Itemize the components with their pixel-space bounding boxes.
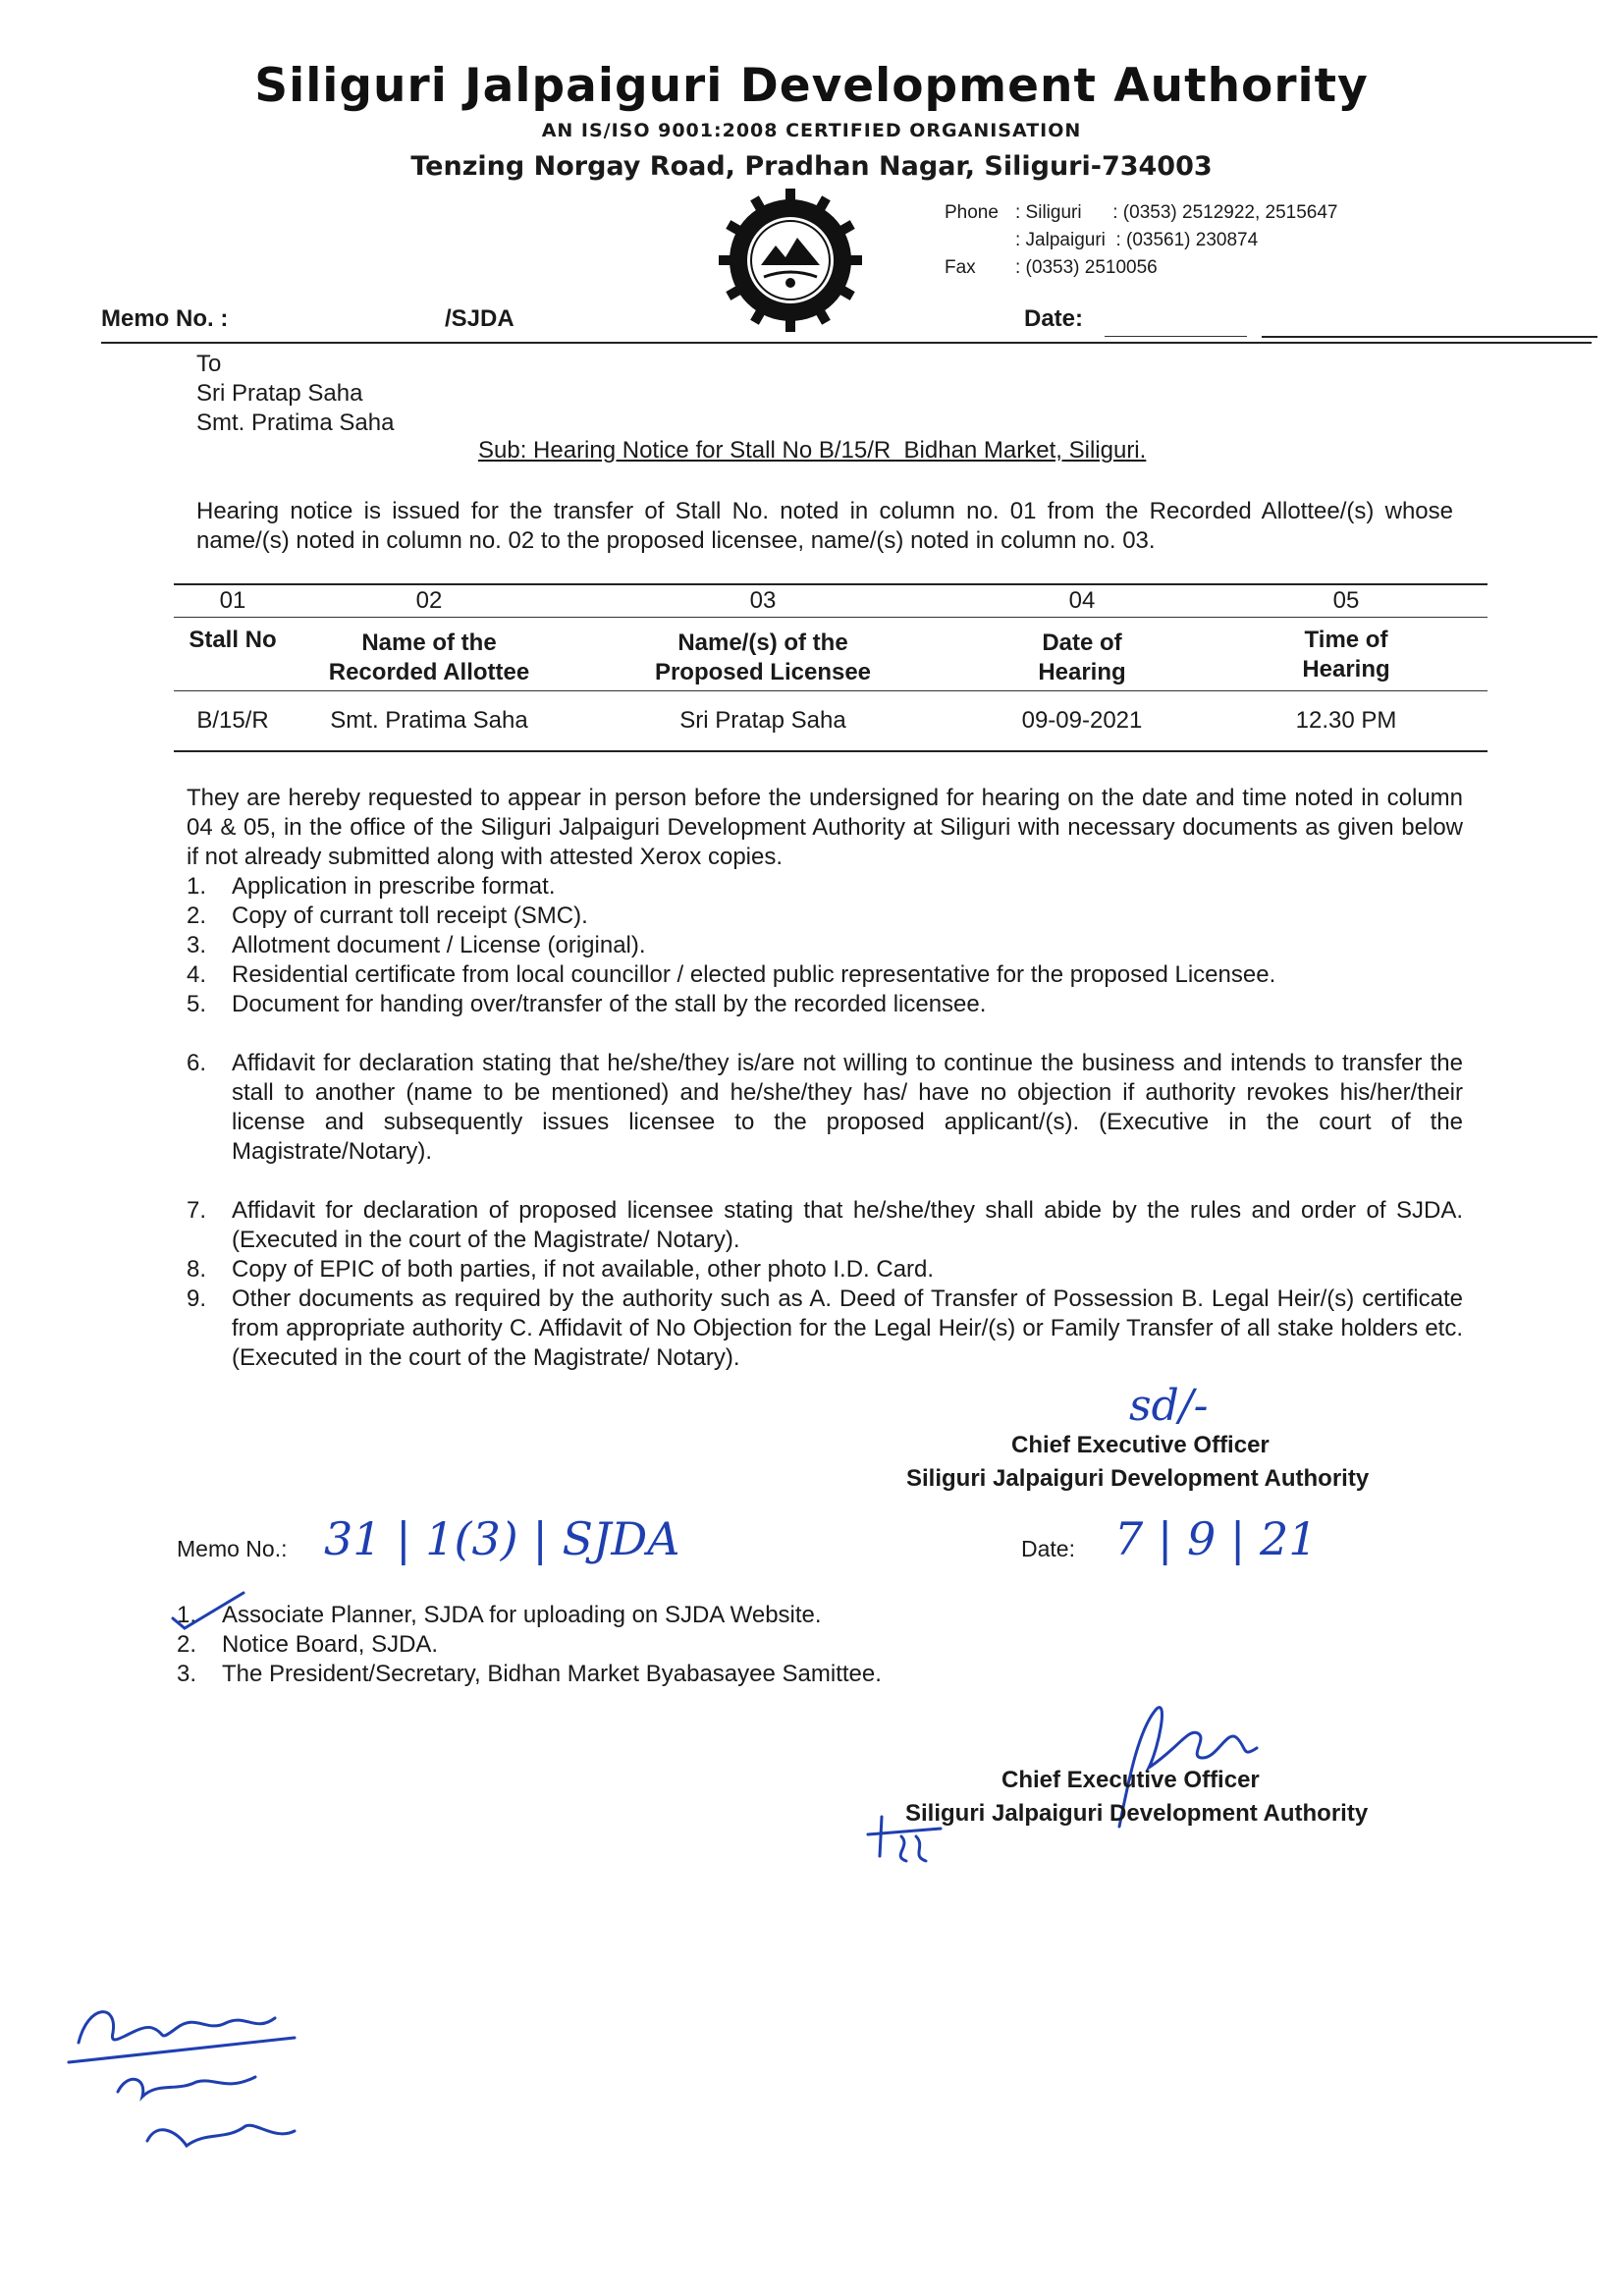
header-line: Recorded Allottee [328,658,530,685]
list-item [187,1285,1463,1373]
table-header-cell [292,618,567,690]
header-line: Hearing [1302,656,1390,683]
handwritten-checkmark [169,1589,247,1632]
handwritten-sd-signature: sd/- [1129,1381,1209,1431]
date-label: Date: [1024,305,1084,332]
allottee-cell: Smt. Pratima Saha [330,707,528,734]
list-text: Affidavit for declaration of proposed licensee stating that he/she/they shall abide by the rules and order of SJDA. (Executed in the court of the Magistrate/ Notary). [232,1197,1463,1253]
documents-list [187,872,1463,1373]
list-number: 2. [177,1631,197,1658]
list-text: Residential certificate from local councillor / elected public representative for the proposed Licensee. [232,961,1276,988]
header-line: Proposed Licensee [654,658,872,685]
handwritten-initials-mark [862,1807,950,1866]
memo-label: Memo No. : [101,305,229,332]
col-number: 04 [1068,587,1096,614]
phone-siliguri: : Siliguri : (0353) 2512922, 2515647 [1015,202,1338,223]
list-item [187,990,1463,1019]
header-line: Date of [1042,629,1122,656]
list-number: 1. [177,1602,197,1628]
table-header-cell [567,618,959,690]
list-text: The President/Secretary, Bidhan Market Byabasayee Samittee. [222,1661,882,1687]
sjda-logo-emblem [717,187,864,334]
table-bottom-rule [174,750,1488,752]
list-text: Allotment document / License (original). [232,932,646,958]
list-number: 3. [187,932,207,958]
list-item [187,872,1463,902]
col-number: 02 [415,587,443,614]
list-number: 4. [187,961,207,988]
org-title: Siliguri Jalpaiguri Development Authority [254,59,1369,113]
table-header-cell [959,618,1205,690]
list-item [187,902,1463,931]
signatory2-org: Siliguri Jalpaiguri Development Authority [905,1800,1369,1827]
handwritten-annotation [59,1984,373,2180]
recipient-2: Smt. Pratima Saha [196,410,395,436]
list-number: 9. [187,1285,207,1312]
list-text: Copy of currant toll receipt (SMC). [232,902,588,929]
address-block [196,350,394,438]
memo2-date-label: Date: [1021,1536,1075,1561]
memo-suffix: /SJDA [445,305,514,332]
list-text: Copy of EPIC of both parties, if not available, other photo I.D. Card. [232,1256,935,1283]
handwritten-memo-number: 31 | 1(3) | SJDA [324,1512,680,1565]
date-underline [1105,336,1247,337]
col-number: 05 [1332,587,1360,614]
col-number: 03 [749,587,777,614]
list-item [177,1660,882,1689]
list-item [187,960,1463,990]
copy-to-list [177,1601,882,1689]
list-item [187,931,1463,960]
date-rule [1262,336,1597,338]
phone-label: Phone [945,202,999,223]
list-item [187,1255,1463,1285]
table-header-cell [174,618,292,690]
list-number: 7. [187,1197,207,1224]
list-number: 1. [187,873,207,900]
list-text: Document for handing over/transfer of the stall by the recorded licensee. [232,991,987,1017]
signatory-title: Chief Executive Officer [1011,1432,1270,1458]
header-line: Stall No [189,627,277,653]
phone-row-jalpaiguri [945,227,1338,254]
list-item [177,1601,882,1630]
signatory2-title: Chief Executive Officer [1001,1767,1260,1793]
list-number: 6. [187,1050,207,1076]
fax-label: Fax [945,257,976,278]
header-line: Time of [1304,627,1388,653]
intro-paragraph: Hearing notice is issued for the transfer of Stall No. noted in column no. 01 from the Recorded Allottee/(s) whose name/(s) noted in column no. 02 to the proposed licensee, name/(s) noted in column no. 03. [196,498,1453,554]
phone-row-siliguri [945,199,1338,227]
list-item [177,1630,882,1660]
contact-block [945,199,1338,282]
list-text: Associate Planner, SJDA for uploading on SJDA Website. [222,1602,822,1628]
fax-number: : (0353) 2510056 [1015,257,1158,278]
list-number: 8. [187,1256,207,1283]
licensee-cell: Sri Pratap Saha [679,707,846,734]
header-line: Name/(s) of the [677,629,848,656]
table-row [174,691,1488,750]
handwritten-date: 7 | 9 | 21 [1114,1512,1318,1565]
request-paragraph: They are hereby requested to appear in person before the undersigned for hearing on the date and time noted in column 04 & 05, in the office of the Siliguri Jalpaiguri Development Authority at Siliguri with necessary documents as given below if not already submitted along with attested Xerox copies. [187,785,1463,870]
phone-jalpaiguri: : Jalpaiguri : (03561) 230874 [1015,230,1259,250]
list-number: 2. [187,902,207,929]
list-text: Other documents as required by the authority such as A. Deed of Transfer of Possession B. Legal Heir/(s) certificate from appropriate authority C. Affidavit of No Objection for the Legal Heir/(s) or Family Transfer of all stake holders etc. (Executed in the court of the Magistrate/ Notary). [232,1285,1463,1371]
memo2-label: Memo No.: [177,1536,288,1561]
stall-no-cell: B/15/R [196,707,269,734]
signatory-org: Siliguri Jalpaiguri Development Authority [906,1465,1370,1492]
to-label: To [196,351,222,377]
table-header-cell [1205,618,1488,690]
header-divider [101,342,1592,344]
list-text: Application in prescribe format. [232,873,556,900]
hearing-table [174,583,1488,752]
hearing-time-cell: 12.30 PM [1295,707,1397,734]
list-item [187,1196,1463,1255]
list-text: Notice Board, SJDA. [222,1631,439,1658]
subject-line: Sub: Hearing Notice for Stall No B/15/R Bidhan Market, Siliguri. [478,437,1147,464]
list-number: 3. [177,1661,197,1687]
certification-line: AN IS/ISO 9001:2008 CERTIFIED ORGANISATION [541,120,1082,141]
list-number: 5. [187,991,207,1017]
col-number: 01 [219,587,246,614]
recipient-1: Sri Pratap Saha [196,380,363,407]
fax-row [945,254,1338,282]
column-number-row [174,585,1488,617]
hearing-date-cell: 09-09-2021 [1021,707,1143,734]
table-header-row [174,618,1488,690]
list-item [187,1049,1463,1167]
list-text: Affidavit for declaration stating that he/she/they is/are not willing to continue the business and intends to transfer the stall to another (name to be mentioned) and he/she/they has/ have no objection if authority revokes his/her/their license and subsequently issues licensee to the proposed applicant/(s). (Executive in the court of the Magistrate/Notary). [232,1050,1463,1165]
org-address: Tenzing Norgay Road, Pradhan Nagar, Siliguri-734003 [410,151,1213,182]
header-line: Name of the [361,629,497,656]
header-line: Hearing [1038,658,1126,685]
